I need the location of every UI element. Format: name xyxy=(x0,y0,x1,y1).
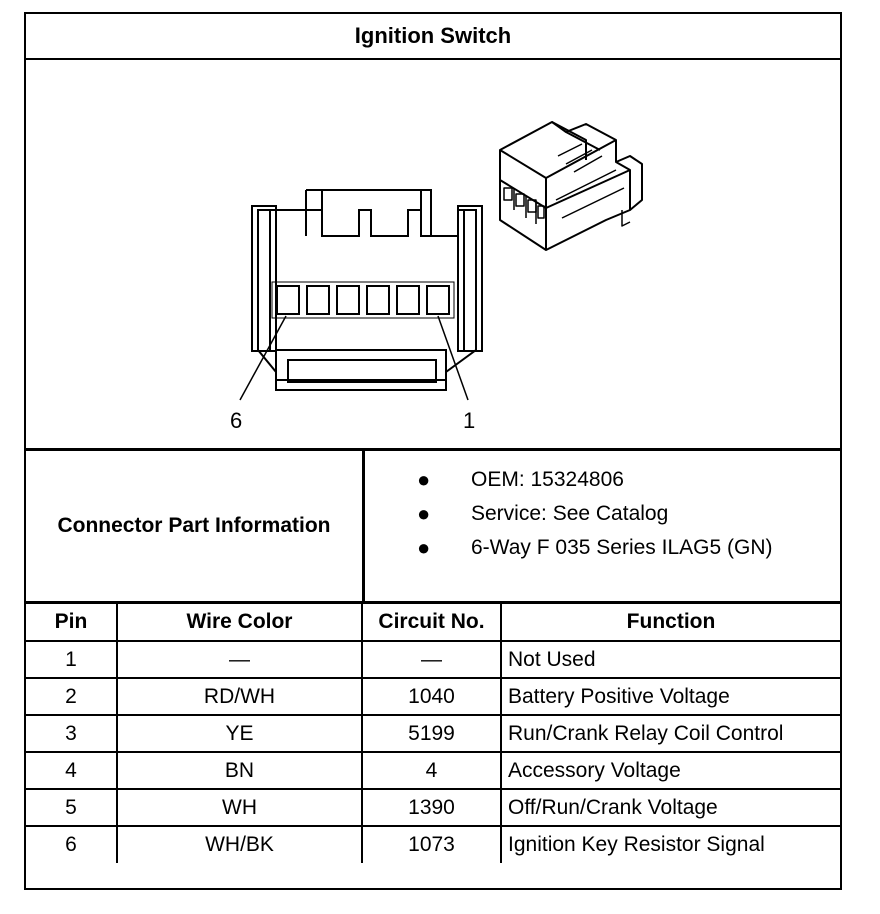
page-title xyxy=(26,14,840,60)
connector-lower-housing xyxy=(276,350,446,380)
cell-wire-color: — xyxy=(117,641,362,678)
connector-latch xyxy=(306,190,431,236)
cell-function: Battery Positive Voltage xyxy=(501,678,840,715)
connector-drawing xyxy=(26,60,840,448)
pin-cavity xyxy=(307,286,329,314)
cell-pin: 2 xyxy=(26,678,117,715)
connector-description: 6-Way F 035 Series ILAG5 (GN) xyxy=(471,536,773,559)
callout-1: 1 xyxy=(463,408,476,433)
cell-function: Run/Crank Relay Coil Control xyxy=(501,715,840,752)
pin-cavity xyxy=(427,286,449,314)
title-text: Ignition Switch xyxy=(354,23,512,48)
pin-cavity xyxy=(367,286,389,314)
cell-pin: 6 xyxy=(26,826,117,863)
table-row xyxy=(26,641,840,678)
connector-part-info xyxy=(26,451,840,604)
cell-function: Not Used xyxy=(501,641,840,678)
cell-wire-color: RD/WH xyxy=(117,678,362,715)
connector-sheet xyxy=(24,12,842,890)
bullet-icon: ● xyxy=(417,535,431,560)
cell-pin: 3 xyxy=(26,715,117,752)
header-pin: Pin xyxy=(26,604,117,641)
cell-circuit: 4 xyxy=(362,752,501,789)
cell-pin: 5 xyxy=(26,789,117,826)
leader-pin-6 xyxy=(240,316,286,400)
bullet-icon: ● xyxy=(417,467,431,492)
cell-wire-color: BN xyxy=(117,752,362,789)
connector-bottom-lip xyxy=(288,360,436,382)
cell-circuit: 5199 xyxy=(362,715,501,752)
cell-wire-color: YE xyxy=(117,715,362,752)
cell-pin: 4 xyxy=(26,752,117,789)
pinout-table xyxy=(26,604,840,863)
cell-circuit: 1390 xyxy=(362,789,501,826)
pin-cavity xyxy=(337,286,359,314)
header-function: Function xyxy=(501,604,840,641)
cell-circuit: 1040 xyxy=(362,678,501,715)
cell-function: Accessory Voltage xyxy=(501,752,840,789)
table-row xyxy=(26,678,840,715)
cell-circuit: — xyxy=(362,641,501,678)
cell-pin: 1 xyxy=(26,641,117,678)
connector-right-ear xyxy=(458,206,482,351)
connector-info-label: Connector Part Information xyxy=(26,451,365,601)
cell-function: Ignition Key Resistor Signal xyxy=(501,826,840,863)
cell-function: Off/Run/Crank Voltage xyxy=(501,789,840,826)
pin-cavity xyxy=(277,286,299,314)
connector-figure xyxy=(26,60,840,451)
table-header-row xyxy=(26,604,840,641)
cell-circuit: 1073 xyxy=(362,826,501,863)
bullet-icon: ● xyxy=(417,501,431,526)
service-info: Service: See Catalog xyxy=(471,502,669,525)
table-row xyxy=(26,789,840,826)
connector-iso-view xyxy=(500,122,642,250)
header-wire-color: Wire Color xyxy=(117,604,362,641)
connector-info-list xyxy=(365,451,840,601)
pin-cavity xyxy=(397,286,419,314)
header-circuit-no: Circuit No. xyxy=(362,604,501,641)
table-row xyxy=(26,752,840,789)
cell-wire-color: WH/BK xyxy=(117,826,362,863)
cell-wire-color: WH xyxy=(117,789,362,826)
callout-6: 6 xyxy=(230,408,243,433)
table-row xyxy=(26,715,840,752)
table-row xyxy=(26,826,840,863)
oem-number: OEM: 15324806 xyxy=(471,468,624,491)
connector-left-ear xyxy=(252,206,276,351)
